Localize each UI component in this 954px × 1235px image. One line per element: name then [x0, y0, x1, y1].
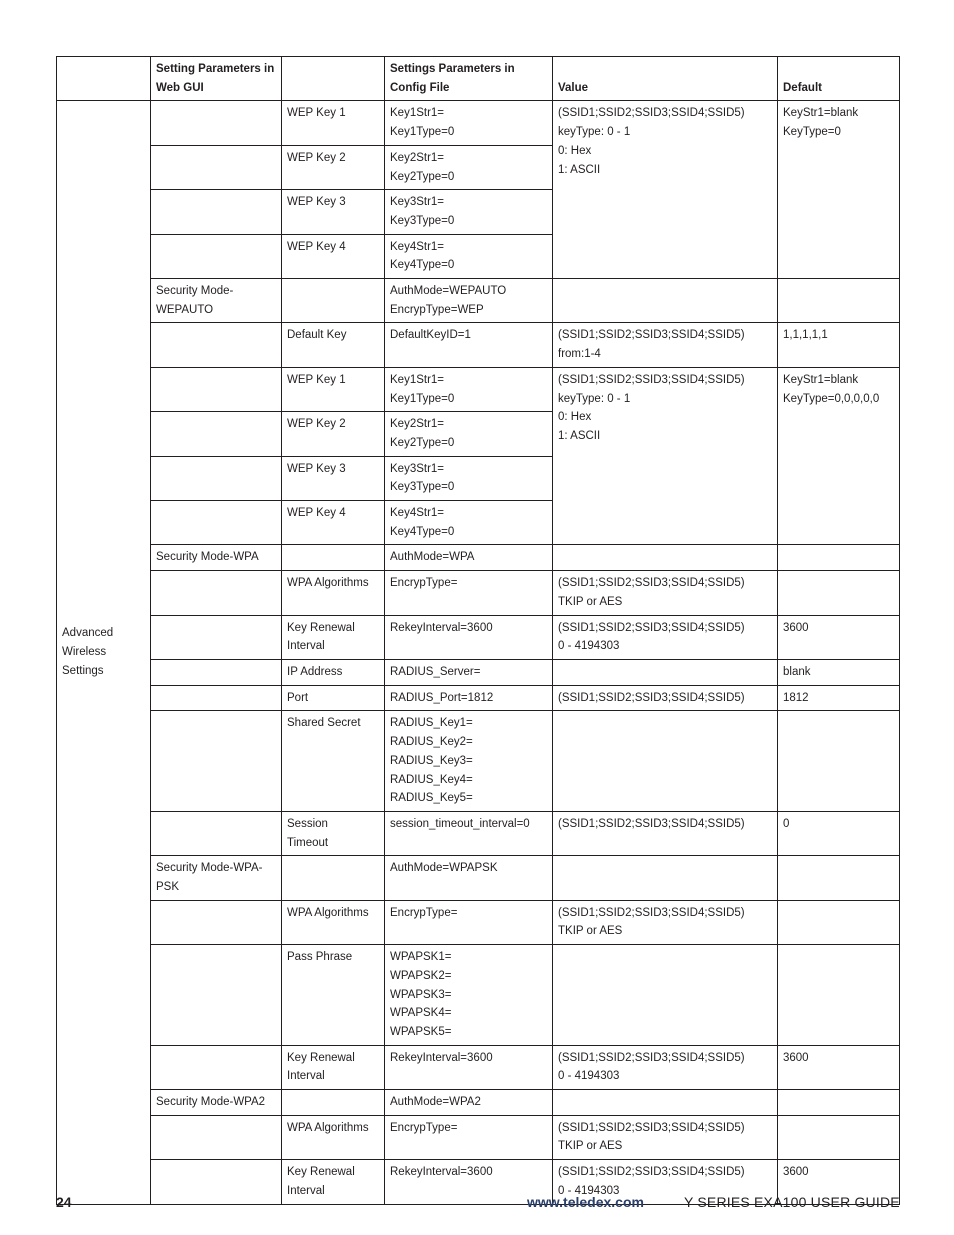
column-header — [57, 57, 151, 101]
table-cell: WEP Key 3 — [282, 190, 385, 234]
table-cell — [553, 659, 778, 685]
table-cell: WPA Algorithms — [282, 900, 385, 944]
table-cell: WPA Algorithms — [282, 1115, 385, 1159]
table-cell: WEP Key 4 — [282, 234, 385, 278]
table-cell: Key3Str1= Key3Type=0 — [385, 190, 553, 234]
table-cell — [151, 456, 282, 500]
table-cell: RADIUS_Port=1812 — [385, 685, 553, 711]
table-cell — [151, 1045, 282, 1089]
table-row — [57, 615, 900, 659]
table-cell — [151, 323, 282, 367]
table-cell — [553, 545, 778, 571]
table-cell — [553, 856, 778, 900]
table-cell — [553, 1090, 778, 1116]
table-row — [57, 945, 900, 1046]
table-cell — [151, 945, 282, 1046]
column-header: Default — [778, 57, 900, 101]
table-cell: 0 — [778, 811, 900, 855]
table-cell: RADIUS_Key1= RADIUS_Key2= RADIUS_Key3= RADIUS_Key4= RADIUS_Key5= — [385, 711, 553, 812]
table-cell: Key Renewal Interval — [282, 615, 385, 659]
table-cell: AuthMode=WPA2 — [385, 1090, 553, 1116]
table-cell: (SSID1;SSID2;SSID3;SSID4;SSID5) — [553, 685, 778, 711]
table-cell — [151, 1115, 282, 1159]
table-cell: Key1Str1= Key1Type=0 — [385, 367, 553, 411]
table-cell: IP Address — [282, 659, 385, 685]
table-cell — [282, 1090, 385, 1116]
table-cell: (SSID1;SSID2;SSID3;SSID4;SSID5) 0 - 4194303 — [553, 1160, 778, 1204]
table-row — [57, 279, 900, 323]
table-cell: WPA Algorithms — [282, 571, 385, 615]
column-header — [282, 57, 385, 101]
table-cell: EncrypType= — [385, 900, 553, 944]
table-cell: WEP Key 4 — [282, 501, 385, 545]
table-cell — [151, 571, 282, 615]
table-row — [57, 685, 900, 711]
table-cell — [282, 279, 385, 323]
table-cell: Security Mode- WEPAUTO — [151, 279, 282, 323]
table-row — [57, 571, 900, 615]
table-cell: Key4Str1= Key4Type=0 — [385, 234, 553, 278]
table-cell: (SSID1;SSID2;SSID3;SSID4;SSID5) — [553, 811, 778, 855]
table-cell — [778, 545, 900, 571]
table-cell: Key Renewal Interval — [282, 1045, 385, 1089]
table-cell — [778, 1115, 900, 1159]
table-cell — [151, 190, 282, 234]
table-cell: (SSID1;SSID2;SSID3;SSID4;SSID5) 0 - 4194303 — [553, 615, 778, 659]
table-row — [57, 1115, 900, 1159]
table-cell: RekeyInterval=3600 — [385, 1160, 553, 1204]
table-cell — [282, 545, 385, 571]
table-cell: AuthMode=WPA — [385, 545, 553, 571]
table-cell: RADIUS_Server= — [385, 659, 553, 685]
table-cell: (SSID1;SSID2;SSID3;SSID4;SSID5) 0 - 4194303 — [553, 1045, 778, 1089]
table-cell: 1,1,1,1,1 — [778, 323, 900, 367]
table-cell: Security Mode-WPA — [151, 545, 282, 571]
table-row — [57, 856, 900, 900]
table-row — [57, 659, 900, 685]
table-row — [57, 101, 900, 145]
table-cell — [778, 1090, 900, 1116]
table-cell: KeyStr1=blank KeyType=0,0,0,0,0 — [778, 367, 900, 545]
table-cell: (SSID1;SSID2;SSID3;SSID4;SSID5) TKIP or AES — [553, 900, 778, 944]
table-cell: AuthMode=WPAPSK — [385, 856, 553, 900]
table-cell — [151, 659, 282, 685]
table-cell: 3600 — [778, 1045, 900, 1089]
table-cell: (SSID1;SSID2;SSID3;SSID4;SSID5) TKIP or AES — [553, 1115, 778, 1159]
table-row — [57, 1090, 900, 1116]
table-cell — [151, 811, 282, 855]
table-cell — [778, 945, 900, 1046]
table-cell: WEP Key 1 — [282, 367, 385, 411]
table-cell: 3600 — [778, 615, 900, 659]
table-cell: WEP Key 3 — [282, 456, 385, 500]
table-cell — [778, 856, 900, 900]
page-number: 24 — [56, 1194, 72, 1210]
table-cell: Pass Phrase — [282, 945, 385, 1046]
table-cell: Key2Str1= Key2Type=0 — [385, 145, 553, 189]
table-row — [57, 811, 900, 855]
table-cell: Security Mode-WPA- PSK — [151, 856, 282, 900]
website-link[interactable]: www.teledex.com — [527, 1194, 644, 1210]
table-cell — [151, 900, 282, 944]
table-cell: AuthMode=WEPAUTO EncrypType=WEP — [385, 279, 553, 323]
table-cell: EncrypType= — [385, 571, 553, 615]
table-cell — [282, 856, 385, 900]
table-cell: WEP Key 2 — [282, 145, 385, 189]
table-row — [57, 900, 900, 944]
column-header: Setting Parameters in Web GUI — [151, 57, 282, 101]
table-cell — [151, 145, 282, 189]
table-cell — [151, 367, 282, 411]
table-cell: Key2Str1= Key2Type=0 — [385, 412, 553, 456]
table-cell — [553, 945, 778, 1046]
table-row — [57, 545, 900, 571]
table-cell — [151, 615, 282, 659]
table-cell — [778, 279, 900, 323]
table-cell: (SSID1;SSID2;SSID3;SSID4;SSID5) keyType: 0 - 1 0: Hex 1: ASCII — [553, 367, 778, 545]
table-cell — [151, 1160, 282, 1204]
table-row — [57, 1045, 900, 1089]
table-cell — [151, 711, 282, 812]
table-cell: Key4Str1= Key4Type=0 — [385, 501, 553, 545]
table-cell: 3600 — [778, 1160, 900, 1204]
table-cell: Port — [282, 685, 385, 711]
table-cell: Key Renewal Interval — [282, 1160, 385, 1204]
table-cell: DefaultKeyID=1 — [385, 323, 553, 367]
table-cell: EncrypType= — [385, 1115, 553, 1159]
table-cell: WEP Key 2 — [282, 412, 385, 456]
table-cell: RekeyInterval=3600 — [385, 615, 553, 659]
table-cell: Session Timeout — [282, 811, 385, 855]
table-cell — [553, 279, 778, 323]
table-cell — [151, 685, 282, 711]
table-cell: Shared Secret — [282, 711, 385, 812]
table-cell: RekeyInterval=3600 — [385, 1045, 553, 1089]
table-cell — [151, 412, 282, 456]
table-cell: Key3Str1= Key3Type=0 — [385, 456, 553, 500]
table-cell: (SSID1;SSID2;SSID3;SSID4;SSID5) keyType: 0 - 1 0: Hex 1: ASCII — [553, 101, 778, 279]
table-header-row — [57, 57, 900, 101]
table-cell: session_timeout_interval=0 — [385, 811, 553, 855]
guide-title: Y SERIES EXA100 USER GUIDE — [684, 1194, 900, 1210]
table-row — [57, 711, 900, 812]
table-row — [57, 367, 900, 411]
column-header: Settings Parameters in Config File — [385, 57, 553, 101]
table-cell: 1812 — [778, 685, 900, 711]
table-cell — [553, 711, 778, 812]
settings-table — [56, 56, 900, 1205]
table-cell — [778, 711, 900, 812]
table-cell — [778, 900, 900, 944]
table-cell — [151, 234, 282, 278]
table-cell: KeyStr1=blank KeyType=0 — [778, 101, 900, 279]
table-cell: Key1Str1= Key1Type=0 — [385, 101, 553, 145]
table-cell: (SSID1;SSID2;SSID3;SSID4;SSID5) from:1-4 — [553, 323, 778, 367]
table-cell: WPAPSK1= WPAPSK2= WPAPSK3= WPAPSK4= WPAPSK5= — [385, 945, 553, 1046]
section-label: Advanced Wireless Settings — [57, 101, 151, 1204]
table-cell — [151, 101, 282, 145]
table-cell — [151, 501, 282, 545]
table-cell — [778, 571, 900, 615]
table-cell: blank — [778, 659, 900, 685]
table-cell: Default Key — [282, 323, 385, 367]
table-cell: WEP Key 1 — [282, 101, 385, 145]
table-row — [57, 323, 900, 367]
table-cell: Security Mode-WPA2 — [151, 1090, 282, 1116]
table-cell: (SSID1;SSID2;SSID3;SSID4;SSID5) TKIP or AES — [553, 571, 778, 615]
column-header: Value — [553, 57, 778, 101]
